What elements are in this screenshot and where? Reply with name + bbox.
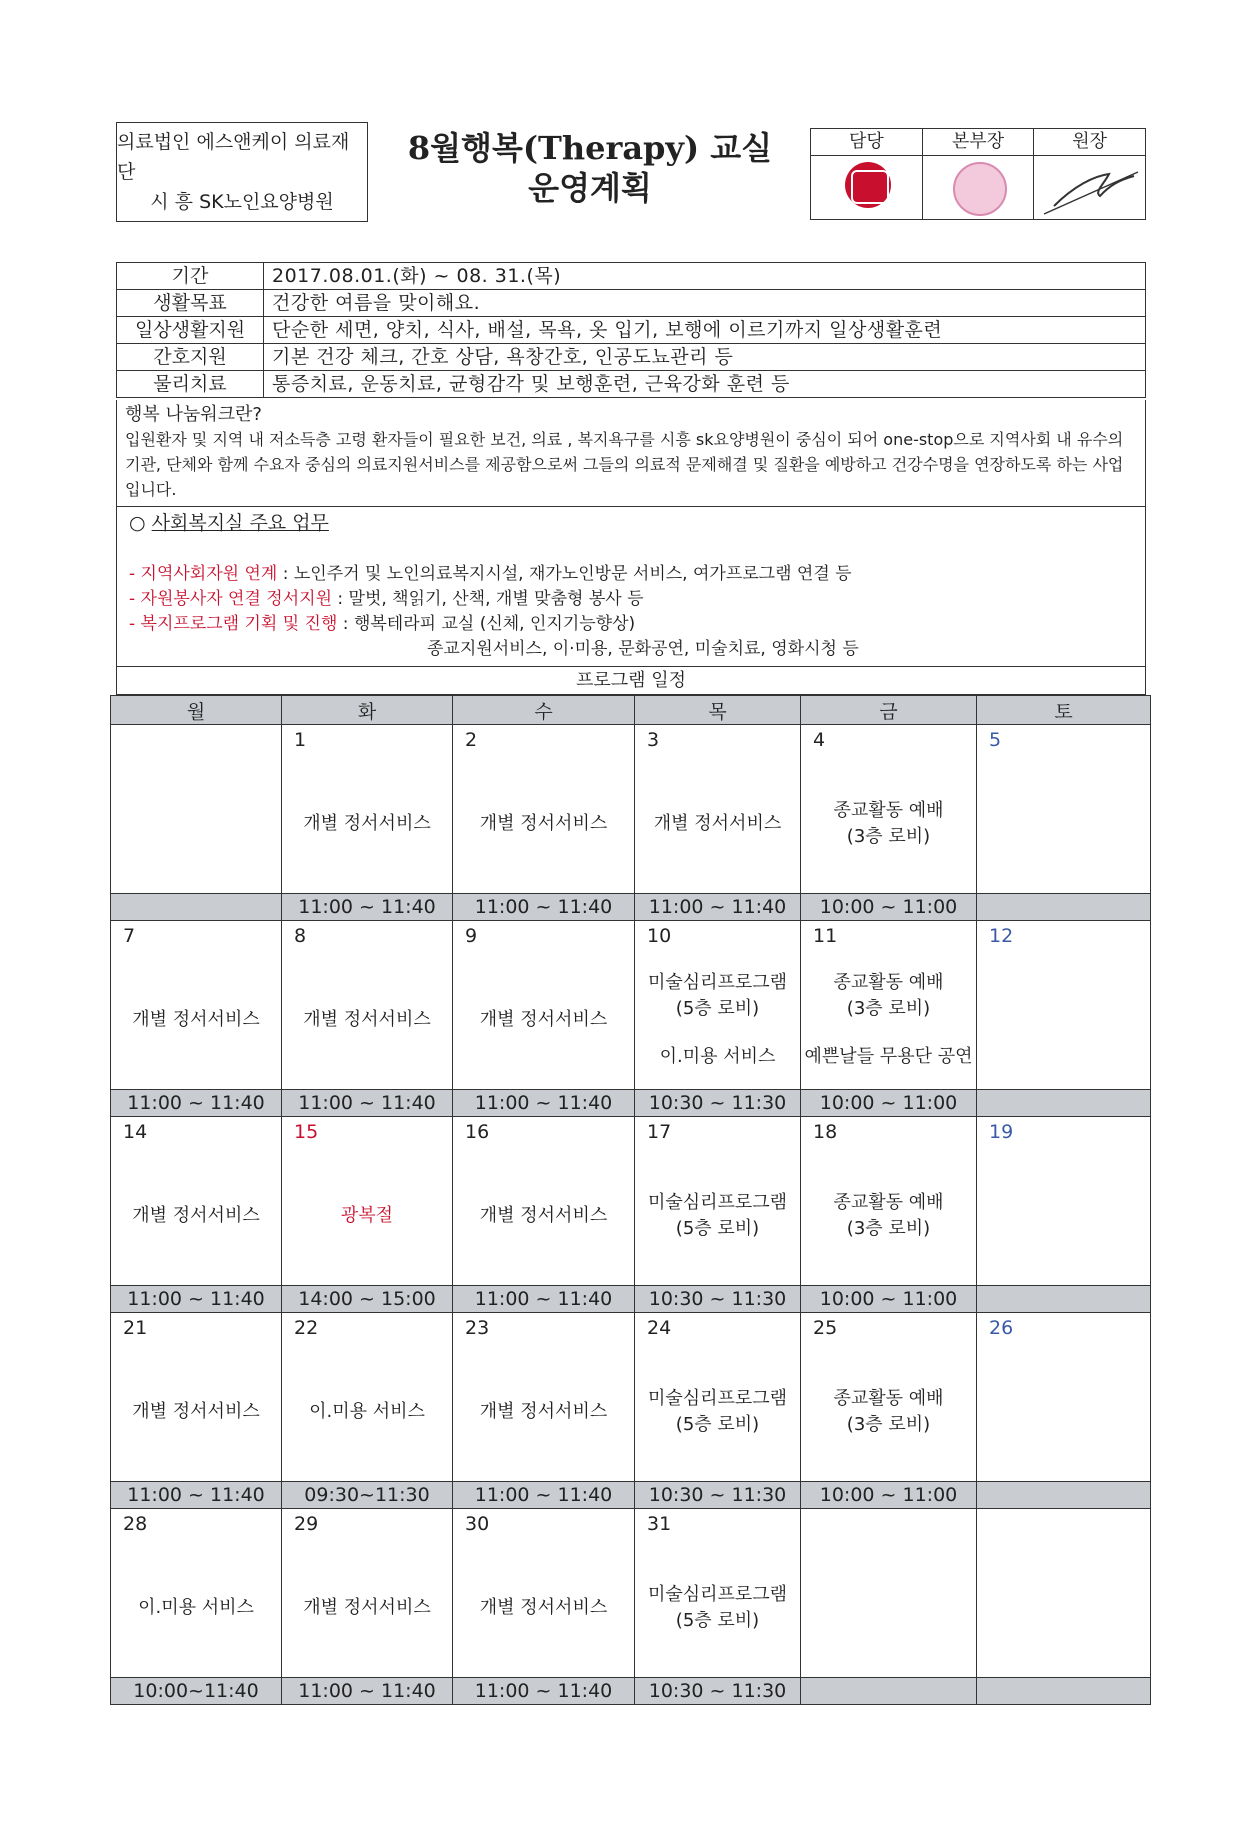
time-slot: 11:00 ~ 11:40 <box>453 1482 635 1509</box>
welfare-item-text: : 말벗, 책읽기, 산책, 개별 맞춤형 봉사 등 <box>332 589 644 609</box>
info-row <box>117 344 1146 371</box>
day-cell <box>635 921 801 1090</box>
approval-label-manager: 담당 <box>811 129 922 156</box>
info-key: 일상생활지원 <box>117 317 264 344</box>
circle-bullet-icon: ○ <box>129 512 146 534</box>
time-row <box>111 894 1151 921</box>
activity-line: 종교활동 예배 <box>833 1192 944 1213</box>
day-cell <box>453 1509 635 1678</box>
activity-line: 예쁜날들 무용단 공연 <box>804 1046 973 1067</box>
activity-line: (5층 로비) <box>675 1218 760 1239</box>
info-key: 물리치료 <box>117 371 264 398</box>
info-value: 단순한 세면, 양치, 식사, 배설, 목욕, 옷 입기, 보행에 이르기까지 일상생활훈련 <box>264 317 1146 344</box>
day-cell <box>453 921 635 1090</box>
activity <box>801 1343 976 1481</box>
pink-seal-stamp-icon <box>953 162 1007 216</box>
info-key: 간호지원 <box>117 344 264 371</box>
welfare-item <box>129 612 1133 637</box>
day-cell <box>453 1313 635 1482</box>
week-row <box>111 921 1151 1090</box>
time-slot: 11:00 ~ 11:40 <box>453 1678 635 1705</box>
time-slot: 11:00 ~ 11:40 <box>111 1090 282 1117</box>
day-cell <box>801 921 977 1090</box>
welfare-item-text: : 노인주거 및 노인의료복지시설, 재가노인방문 서비스, 여가프로그램 연결 등 <box>277 564 852 584</box>
activity <box>801 755 976 893</box>
activity-line: 종교활동 예배 <box>833 800 944 821</box>
day-cell <box>282 725 453 894</box>
activity-line: 개별 정서서비스 <box>132 1009 260 1030</box>
activity <box>635 755 800 893</box>
time-slot <box>977 1678 1151 1705</box>
info-value: 기본 건강 체크, 간호 상담, 욕창간호, 인공도뇨관리 등 <box>264 344 1146 371</box>
intro-section <box>116 400 1146 507</box>
activity-line: 개별 정서서비스 <box>653 813 782 834</box>
activity <box>453 1539 634 1677</box>
activity-line: 개별 정서서비스 <box>303 1009 431 1030</box>
time-slot <box>977 1286 1151 1313</box>
date-number: 14 <box>123 1121 148 1143</box>
day-cell <box>977 1509 1151 1678</box>
welfare-item <box>129 587 1133 612</box>
time-slot: 11:00 ~ 11:40 <box>282 894 453 921</box>
program-calendar <box>110 695 1151 1705</box>
activity-line: 광복절 <box>340 1205 394 1226</box>
time-slot: 11:00 ~ 11:40 <box>453 894 635 921</box>
date-number: 26 <box>989 1317 1014 1339</box>
welfare-heading-text: 사회복지실 주요 업무 <box>151 512 329 534</box>
welfare-item-label: - 복지프로그램 기획 및 진행 <box>129 614 338 634</box>
week-row <box>111 725 1151 894</box>
activity-line: 개별 정서서비스 <box>479 1597 608 1618</box>
time-slot: 10:00 ~ 11:00 <box>801 1286 977 1313</box>
activity-line: 미술심리프로그램 <box>647 972 788 993</box>
activity-line: (5층 로비) <box>675 1414 760 1435</box>
day-cell <box>635 725 801 894</box>
info-table <box>116 262 1146 398</box>
welfare-heading <box>129 511 1133 536</box>
activity <box>635 1343 800 1481</box>
date-number: 5 <box>989 729 1002 751</box>
time-slot: 11:00 ~ 11:40 <box>282 1090 453 1117</box>
day-cell <box>801 1509 977 1678</box>
day-cell <box>282 1117 453 1286</box>
time-row <box>111 1482 1151 1509</box>
time-slot <box>801 1678 977 1705</box>
date-number: 29 <box>294 1513 319 1535</box>
date-number: 25 <box>813 1317 838 1339</box>
activity-line: 개별 정서서비스 <box>132 1401 260 1422</box>
activity <box>111 1539 281 1677</box>
time-slot <box>977 1482 1151 1509</box>
info-key: 생활목표 <box>117 290 264 317</box>
activity <box>282 755 452 893</box>
activity <box>635 1539 800 1677</box>
day-cell <box>801 1313 977 1482</box>
info-value: 2017.08.01.(화) ~ 08. 31.(목) <box>264 263 1146 290</box>
activity <box>111 951 281 1089</box>
time-slot: 10:30 ~ 11:30 <box>635 1678 801 1705</box>
info-value: 통증치료, 운동치료, 균형감각 및 보행훈련, 근육강화 훈련 등 <box>264 371 1146 398</box>
activity-line: 미술심리프로그램 <box>647 1584 788 1605</box>
date-number: 3 <box>647 729 660 751</box>
activity <box>282 1539 452 1677</box>
time-slot <box>977 1090 1151 1117</box>
time-slot: 10:00 ~ 11:00 <box>801 1090 977 1117</box>
title-line-2: 운영계획 <box>528 169 652 207</box>
activity-line: 개별 정서서비스 <box>479 1205 608 1226</box>
document-title <box>390 128 790 208</box>
date-number: 1 <box>294 729 307 751</box>
activity-line: (5층 로비) <box>675 998 760 1019</box>
signature-icon <box>1034 156 1146 220</box>
time-row <box>111 1090 1151 1117</box>
info-row <box>117 371 1146 398</box>
welfare-item-label: - 지역사회자원 연계 <box>129 564 278 584</box>
info-row <box>117 317 1146 344</box>
activity <box>635 951 800 1089</box>
date-number: 18 <box>813 1121 838 1143</box>
activity-line: 개별 정서서비스 <box>132 1205 260 1226</box>
time-slot: 10:30 ~ 11:30 <box>635 1090 801 1117</box>
week-row <box>111 1117 1151 1286</box>
activity-line: 이.미용 서비스 <box>659 1046 776 1067</box>
activity-line: 개별 정서서비스 <box>479 813 608 834</box>
day-cell <box>801 725 977 894</box>
welfare-section <box>116 507 1146 667</box>
day-cell <box>635 1117 801 1286</box>
day-cell <box>111 725 282 894</box>
day-cell <box>282 1313 453 1482</box>
activity-line: (3층 로비) <box>846 998 931 1019</box>
day-cell <box>282 921 453 1090</box>
activity <box>111 1147 281 1285</box>
date-number: 11 <box>813 925 838 947</box>
activity-line: (3층 로비) <box>846 1218 931 1239</box>
time-slot <box>977 894 1151 921</box>
date-number: 8 <box>294 925 307 947</box>
time-slot: 11:00 ~ 11:40 <box>111 1482 282 1509</box>
day-header: 월 <box>111 696 282 725</box>
time-row <box>111 1678 1151 1705</box>
date-number: 2 <box>465 729 478 751</box>
welfare-extra-line: 종교지원서비스, 이·미용, 문화공연, 미술치료, 영화시청 등 <box>427 639 859 659</box>
info-row <box>117 290 1146 317</box>
day-header: 토 <box>977 696 1151 725</box>
intro-heading: 행복 나눔워크란? <box>125 404 262 425</box>
day-cell <box>635 1509 801 1678</box>
activity-line: 미술심리프로그램 <box>647 1388 788 1409</box>
time-row <box>111 1286 1151 1313</box>
time-slot: 10:00 ~ 11:00 <box>801 1482 977 1509</box>
activity <box>801 951 976 1089</box>
day-cell <box>977 725 1151 894</box>
date-number: 10 <box>647 925 672 947</box>
time-slot <box>111 894 282 921</box>
day-header: 화 <box>282 696 453 725</box>
activity <box>453 755 634 893</box>
activity-line: (3층 로비) <box>846 826 931 847</box>
date-number: 7 <box>123 925 136 947</box>
time-slot: 14:00 ~ 15:00 <box>282 1286 453 1313</box>
activity-line: 종교활동 예배 <box>833 1388 944 1409</box>
day-header: 수 <box>453 696 635 725</box>
organization-box <box>116 122 368 222</box>
approval-label-director: 본부장 <box>923 129 1034 156</box>
date-number: 9 <box>465 925 478 947</box>
info-value: 건강한 여름을 맞이해요. <box>264 290 1146 317</box>
activity-line: 개별 정서서비스 <box>479 1401 608 1422</box>
day-cell <box>282 1509 453 1678</box>
welfare-item-label: - 자원봉사자 연결 정서지원 <box>129 589 332 609</box>
day-header: 목 <box>635 696 801 725</box>
activity-line: 이.미용 서비스 <box>138 1597 254 1618</box>
date-number: 21 <box>123 1317 148 1339</box>
time-slot: 10:30 ~ 11:30 <box>635 1482 801 1509</box>
intro-body: 입원환자 및 지역 내 저소득층 고령 환자들이 필요한 보건, 의료 , 복지욕구를 시흥 sk요양병원이 중심이 되어 one-stop으로 지역사회 내 유수의 기관, 단체와 함께 수요자 중심의 의료지원서비스를 제공함으로써 그들의 의료적 문제해결 및 질환을 예방하고 건강수명을 연장하도록 하는 사업입니다. <box>125 430 1124 499</box>
date-number: 28 <box>123 1513 148 1535</box>
date-number: 12 <box>989 925 1014 947</box>
activity-line: (5층 로비) <box>675 1610 760 1631</box>
day-cell <box>453 1117 635 1286</box>
activity <box>453 1343 634 1481</box>
approval-label-head: 원장 <box>1034 129 1145 156</box>
activity <box>282 1343 452 1481</box>
time-slot: 11:00 ~ 11:40 <box>635 894 801 921</box>
hospital-name: 시 흥 SK노인요양병원 <box>150 191 334 213</box>
activity-line: 이.미용 서비스 <box>309 1401 425 1422</box>
date-number: 4 <box>813 729 826 751</box>
activity-line: 개별 정서서비스 <box>303 813 431 834</box>
activity <box>453 1147 634 1285</box>
activity-line: 미술심리프로그램 <box>647 1192 788 1213</box>
date-number: 23 <box>465 1317 490 1339</box>
title-line-1: 8월행복(Therapy) 교실 <box>407 129 773 167</box>
day-cell <box>977 1117 1151 1286</box>
day-cell <box>635 1313 801 1482</box>
time-slot: 09:30~11:30 <box>282 1482 453 1509</box>
activity <box>635 1147 800 1285</box>
date-number: 16 <box>465 1121 490 1143</box>
welfare-item-text: : 행복테라피 교실 (신체, 인지기능향상) <box>337 614 636 634</box>
date-number: 24 <box>647 1317 672 1339</box>
activity-line: 종교활동 예배 <box>833 972 944 993</box>
day-cell <box>801 1117 977 1286</box>
time-slot: 11:00 ~ 11:40 <box>453 1286 635 1313</box>
org-name: 의료법인 에스앤케이 의료재단 <box>117 131 350 183</box>
date-number: 22 <box>294 1317 319 1339</box>
day-cell <box>111 1117 282 1286</box>
time-slot: 10:00~11:40 <box>111 1678 282 1705</box>
activity-line: (3층 로비) <box>846 1414 931 1435</box>
date-number: 15 <box>294 1121 319 1143</box>
activity-line: 개별 정서서비스 <box>479 1009 608 1030</box>
red-seal-stamp-icon <box>845 162 891 208</box>
time-slot: 11:00 ~ 11:40 <box>453 1090 635 1117</box>
approval-box <box>810 128 1146 220</box>
activity <box>453 951 634 1089</box>
day-cell <box>111 1313 282 1482</box>
time-slot: 11:00 ~ 11:40 <box>111 1286 282 1313</box>
time-slot: 11:00 ~ 11:40 <box>282 1678 453 1705</box>
date-number: 30 <box>465 1513 490 1535</box>
activity <box>282 951 452 1089</box>
date-number: 31 <box>647 1513 672 1535</box>
week-row <box>111 1509 1151 1678</box>
week-row <box>111 1313 1151 1482</box>
day-header: 금 <box>801 696 977 725</box>
day-cell <box>111 1509 282 1678</box>
activity <box>282 1147 452 1285</box>
activity-line: 개별 정서서비스 <box>303 1597 431 1618</box>
info-row <box>117 263 1146 290</box>
activity <box>111 1343 281 1481</box>
time-slot: 10:00 ~ 11:00 <box>801 894 977 921</box>
activity <box>801 1147 976 1285</box>
day-cell <box>977 1313 1151 1482</box>
program-title: 프로그램 일정 <box>116 667 1146 695</box>
day-cell <box>977 921 1151 1090</box>
day-cell <box>453 725 635 894</box>
time-slot: 10:30 ~ 11:30 <box>635 1286 801 1313</box>
date-number: 19 <box>989 1121 1014 1143</box>
info-key: 기간 <box>117 263 264 290</box>
date-number: 17 <box>647 1121 672 1143</box>
day-cell <box>111 921 282 1090</box>
welfare-item <box>129 562 1133 587</box>
